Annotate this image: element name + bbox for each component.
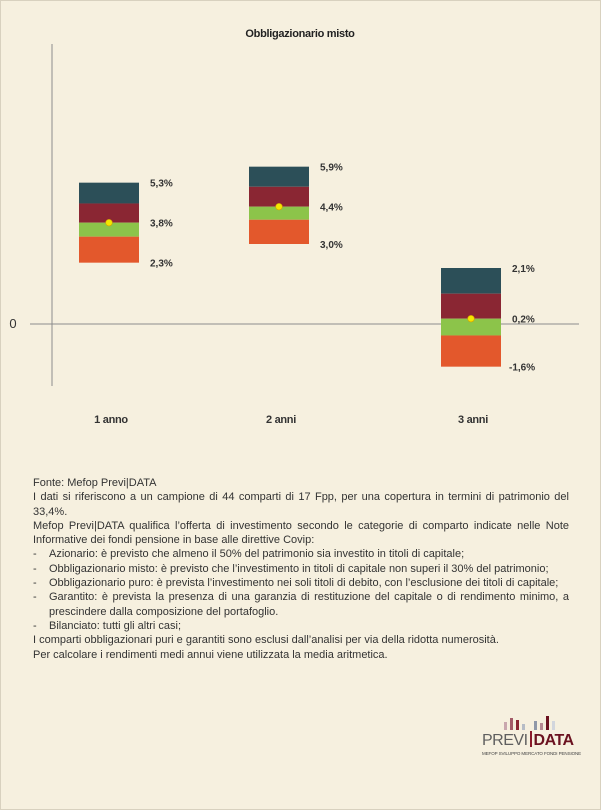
- logo-separator: [530, 731, 532, 747]
- range-bar-2-band-top: [249, 167, 309, 187]
- mid-marker-1: [106, 219, 113, 226]
- logo-wordmark: [482, 731, 574, 750]
- logo-word-right: DATA: [533, 732, 574, 749]
- logo-bar: [504, 722, 507, 730]
- range-bar-1-band-bottom: [79, 237, 139, 263]
- logo-bar: [552, 721, 555, 730]
- category-item-obbligazionario-misto: - Obbligazionario misto: è previsto che l’investimento in titoli di capitale non superi il 30% del patrimonio;: [33, 562, 569, 576]
- category-item-garantito: - Garantito: è prevista la presenza di una garanzia di restituzione del capitale o di rendimento minimo, a prescindere dalla composizione del portafoglio.: [33, 590, 569, 619]
- logo-bar: [516, 720, 519, 730]
- notes-exclusion: I comparti obbligazionari puri e garantiti sono esclusi dall’analisi per via della ridotta numerosità.: [33, 634, 499, 647]
- max-label-1: 5,3%: [150, 178, 173, 190]
- max-label-3: 2,1%: [512, 264, 535, 275]
- notes-source: Fonte: Mefop Previ|DATA: [33, 477, 157, 489]
- mid-marker-2: [276, 203, 283, 210]
- category-item-azionario: - Azionario: è previsto che almeno il 50% del patrimonio sia investito in titoli di capitale;: [33, 547, 569, 561]
- mid-label-3: 0,2%: [512, 314, 535, 326]
- notes: [33, 476, 569, 662]
- notes-method: Per calcolare i rendimenti medi annui viene utilizzata la media aritmetica.: [33, 648, 388, 661]
- min-label-3: -1,6%: [509, 362, 536, 374]
- zero-label: 0: [9, 316, 17, 331]
- range-bar-3-band-bottom: [441, 335, 501, 366]
- notes-sample: I dati si riferiscono a un campione di 44 comparti di 17 Fpp, per una copertura in termini di patrimonio del 33,4%.: [33, 491, 569, 518]
- previdata-logo: [482, 708, 582, 760]
- range-bar-2-band-bottom: [249, 220, 309, 244]
- logo-word-left: PREVI: [482, 732, 528, 749]
- logo-bar: [510, 718, 513, 730]
- category-item-obbligazionario-puro: - Obbligazionario puro: è prevista l’investimento nei soli titoli di debito, con l’esclusione dei titoli di capitale;: [33, 576, 569, 590]
- logo-bar: [534, 721, 537, 730]
- logo-bar: [546, 716, 549, 730]
- bar-group: [79, 163, 535, 426]
- category-label-2: 2 anni: [266, 414, 296, 426]
- mid-label-2: 4,4%: [320, 202, 343, 214]
- category-label-1: 1 anno: [94, 414, 128, 426]
- category-item-bilanciato: - Bilanciato: tutti gli altri casi;: [33, 619, 569, 633]
- category-label-3: 3 anni: [458, 414, 488, 426]
- range-bar-3-band-top: [441, 268, 501, 294]
- max-label-2: 5,9%: [320, 162, 343, 174]
- min-label-1: 2,3%: [150, 258, 173, 270]
- min-label-2: 3,0%: [320, 240, 343, 251]
- range-bar-1-band-top: [79, 183, 139, 204]
- logo-bar: [540, 723, 543, 730]
- logo-tagline: MEFOP SVILUPPO MERCATO FONDI PENSIONE: [482, 751, 582, 756]
- mid-marker-3: [468, 315, 475, 322]
- chart-title: Obbligazionario misto: [245, 28, 355, 40]
- logo-bar: [522, 724, 525, 730]
- range-bar-3-band-upper: [441, 294, 501, 319]
- logo-bars: [500, 708, 560, 730]
- mid-label-1: 3,8%: [150, 218, 173, 230]
- notes-categories-intro: Mefop Previ|DATA qualifica l’offerta di investimento secondo le categorie di comparto indicate nelle Note Informative dei fondi pensione in base alle direttive Covip:: [33, 519, 569, 547]
- category-list: [33, 547, 569, 633]
